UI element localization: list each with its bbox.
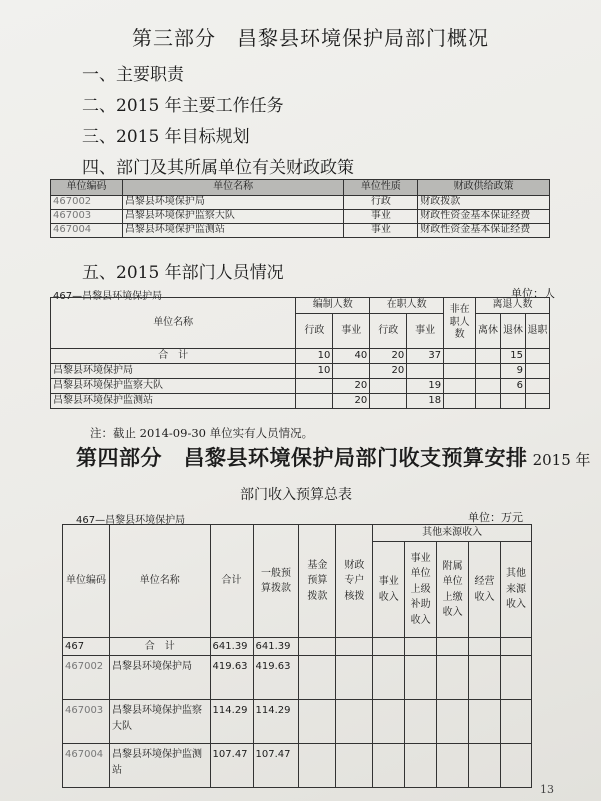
header-quota-public: 事业 — [333, 313, 370, 348]
unit-name: 昌黎县环境保护局 — [109, 656, 210, 700]
fiscal-policy: 财政拨款 — [418, 196, 550, 210]
table-row — [51, 349, 550, 364]
cell: 10 — [296, 349, 333, 364]
header-superior-subsidy: 事业单位上级补助收入 — [405, 542, 437, 638]
cell — [476, 364, 501, 379]
header-total: 合计 — [210, 525, 253, 638]
unit-name: 昌黎县环境保护监测站 — [109, 744, 210, 788]
cell — [370, 379, 407, 394]
table-row — [51, 224, 550, 238]
table-header-row — [51, 180, 550, 196]
cell — [526, 394, 550, 409]
section-4-heading: 四、部门及其所属单位有关财政政策 — [82, 158, 354, 178]
header-quota-admin: 行政 — [296, 313, 333, 348]
cell — [476, 394, 501, 409]
cell: 20 — [370, 349, 407, 364]
unit-code: 467003 — [63, 700, 110, 744]
unit-name: 昌黎县环境保护监察大队 — [51, 379, 296, 394]
table-row — [51, 379, 550, 394]
general-budget: 641.39 — [253, 638, 299, 656]
header-retired-lixiu: 离休 — [476, 313, 501, 348]
page-number: 13 — [540, 783, 554, 796]
cell — [407, 364, 444, 379]
part4-year: 2015 年 — [532, 451, 591, 469]
header-fiscal-policy: 财政供给政策 — [418, 180, 550, 196]
table2-unit: 单位：人 — [511, 287, 555, 300]
header-business-income: 事业收入 — [373, 542, 405, 638]
cell: 20 — [333, 379, 370, 394]
cell — [444, 379, 476, 394]
cell: 18 — [407, 394, 444, 409]
cell: 19 — [407, 379, 444, 394]
cell: 20 — [333, 394, 370, 409]
unit-code: 467 — [63, 638, 110, 656]
header-unit-name: 单位名称 — [122, 180, 344, 196]
fiscal-policy-table — [50, 179, 550, 238]
cell — [444, 394, 476, 409]
unit-type: 事业 — [344, 224, 418, 238]
cell — [444, 349, 476, 364]
cell: 15 — [501, 349, 526, 364]
table-row — [63, 638, 532, 656]
header-retired: 离退人数 — [476, 298, 550, 314]
cell: 40 — [333, 349, 370, 364]
header-special-account: 财政专户核拨 — [336, 525, 373, 638]
table-row — [51, 364, 550, 379]
staffing-table — [50, 297, 550, 409]
table-row — [63, 744, 532, 788]
cell — [444, 364, 476, 379]
table-row — [51, 196, 550, 210]
part4-title: 第四部分 昌黎县环境保护局部门收支预算安排 — [76, 445, 528, 470]
income-budget-table — [62, 524, 532, 788]
header-unit-name: 单位名称 — [109, 525, 210, 638]
fiscal-policy: 财政性资金基本保证经费 — [418, 210, 550, 224]
cell — [370, 394, 407, 409]
header-nonstaff: 非在职人数 — [444, 298, 476, 349]
unit-name: 合 计 — [51, 349, 296, 364]
unit-name: 昌黎县环境保护监测站 — [51, 394, 296, 409]
header-retired-tuizhi: 退职 — [526, 313, 550, 348]
section-1-heading: 一、主要职责 — [82, 65, 184, 85]
table3-unit: 单位：万元 — [468, 511, 523, 524]
header-operating-income: 经营收入 — [469, 542, 501, 638]
header-unit-code: 单位编码 — [63, 525, 110, 638]
table2-org: 467—昌黎县环境保护局 — [53, 291, 163, 302]
fiscal-policy: 财政性资金基本保证经费 — [418, 224, 550, 238]
cell — [333, 364, 370, 379]
general-budget: 419.63 — [253, 656, 299, 700]
cell — [476, 379, 501, 394]
header-other-sources: 其他来源收入 — [373, 525, 532, 542]
unit-code: 467003 — [51, 210, 123, 224]
unit-name: 昌黎县环境保护监察大队 — [122, 210, 344, 224]
general-budget: 107.47 — [253, 744, 299, 788]
cell — [296, 379, 333, 394]
part3-title: 第三部分 昌黎县环境保护局部门概况 — [132, 26, 489, 50]
cell: 6 — [501, 379, 526, 394]
cell — [501, 394, 526, 409]
header-staff-admin: 行政 — [370, 313, 407, 348]
cell — [526, 379, 550, 394]
section-2-heading: 二、2015 年主要工作任务 — [82, 96, 284, 116]
total: 107.47 — [210, 744, 253, 788]
section-5-heading: 五、2015 年部门人员情况 — [82, 263, 284, 283]
cell — [526, 364, 550, 379]
table-row — [63, 656, 532, 700]
unit-name: 昌黎县环境保护监察大队 — [109, 700, 210, 744]
cell — [476, 349, 501, 364]
header-staff-public: 事业 — [407, 313, 444, 348]
unit-code: 467002 — [63, 656, 110, 700]
unit-code: 467004 — [51, 224, 123, 238]
cell — [526, 349, 550, 364]
header-unit-code: 单位编码 — [51, 180, 123, 196]
table2-note: 注：截止 2014-09-30 单位实有人员情况。 — [90, 426, 314, 440]
section-3-heading: 三、2015 年目标规划 — [82, 127, 250, 147]
header-unit-type: 单位性质 — [344, 180, 418, 196]
table-row — [51, 210, 550, 224]
total: 641.39 — [210, 638, 253, 656]
header-general-budget: 一般预算拨款 — [253, 525, 299, 638]
header-unit-name: 单位名称 — [51, 298, 296, 349]
cell: 37 — [407, 349, 444, 364]
header-staff: 在职人数 — [370, 298, 444, 314]
part4-subtitle: 部门收入预算总表 — [240, 487, 352, 503]
unit-code: 467004 — [63, 744, 110, 788]
unit-type: 行政 — [344, 196, 418, 210]
unit-code: 467002 — [51, 196, 123, 210]
cell: 20 — [370, 364, 407, 379]
table3-org: 467—昌黎县环境保护局 — [76, 515, 186, 526]
part4-heading — [76, 442, 591, 472]
header-quota: 编制人数 — [296, 298, 370, 314]
cell — [296, 394, 333, 409]
unit-name: 昌黎县环境保护监测站 — [122, 224, 344, 238]
header-fund-budget: 基金预算拨款 — [299, 525, 336, 638]
cell: 10 — [296, 364, 333, 379]
unit-name: 合 计 — [109, 638, 210, 656]
total: 419.63 — [210, 656, 253, 700]
table-row — [51, 394, 550, 409]
header-retired-tuixiu: 退休 — [501, 313, 526, 348]
unit-name: 昌黎县环境保护局 — [122, 196, 344, 210]
unit-name: 昌黎县环境保护局 — [51, 364, 296, 379]
table-row — [63, 700, 532, 744]
unit-type: 事业 — [344, 210, 418, 224]
header-other-income: 其他来源收入 — [500, 542, 531, 638]
total: 114.29 — [210, 700, 253, 744]
general-budget: 114.29 — [253, 700, 299, 744]
cell: 9 — [501, 364, 526, 379]
header-affiliate-income: 附属单位上缴收入 — [437, 542, 469, 638]
